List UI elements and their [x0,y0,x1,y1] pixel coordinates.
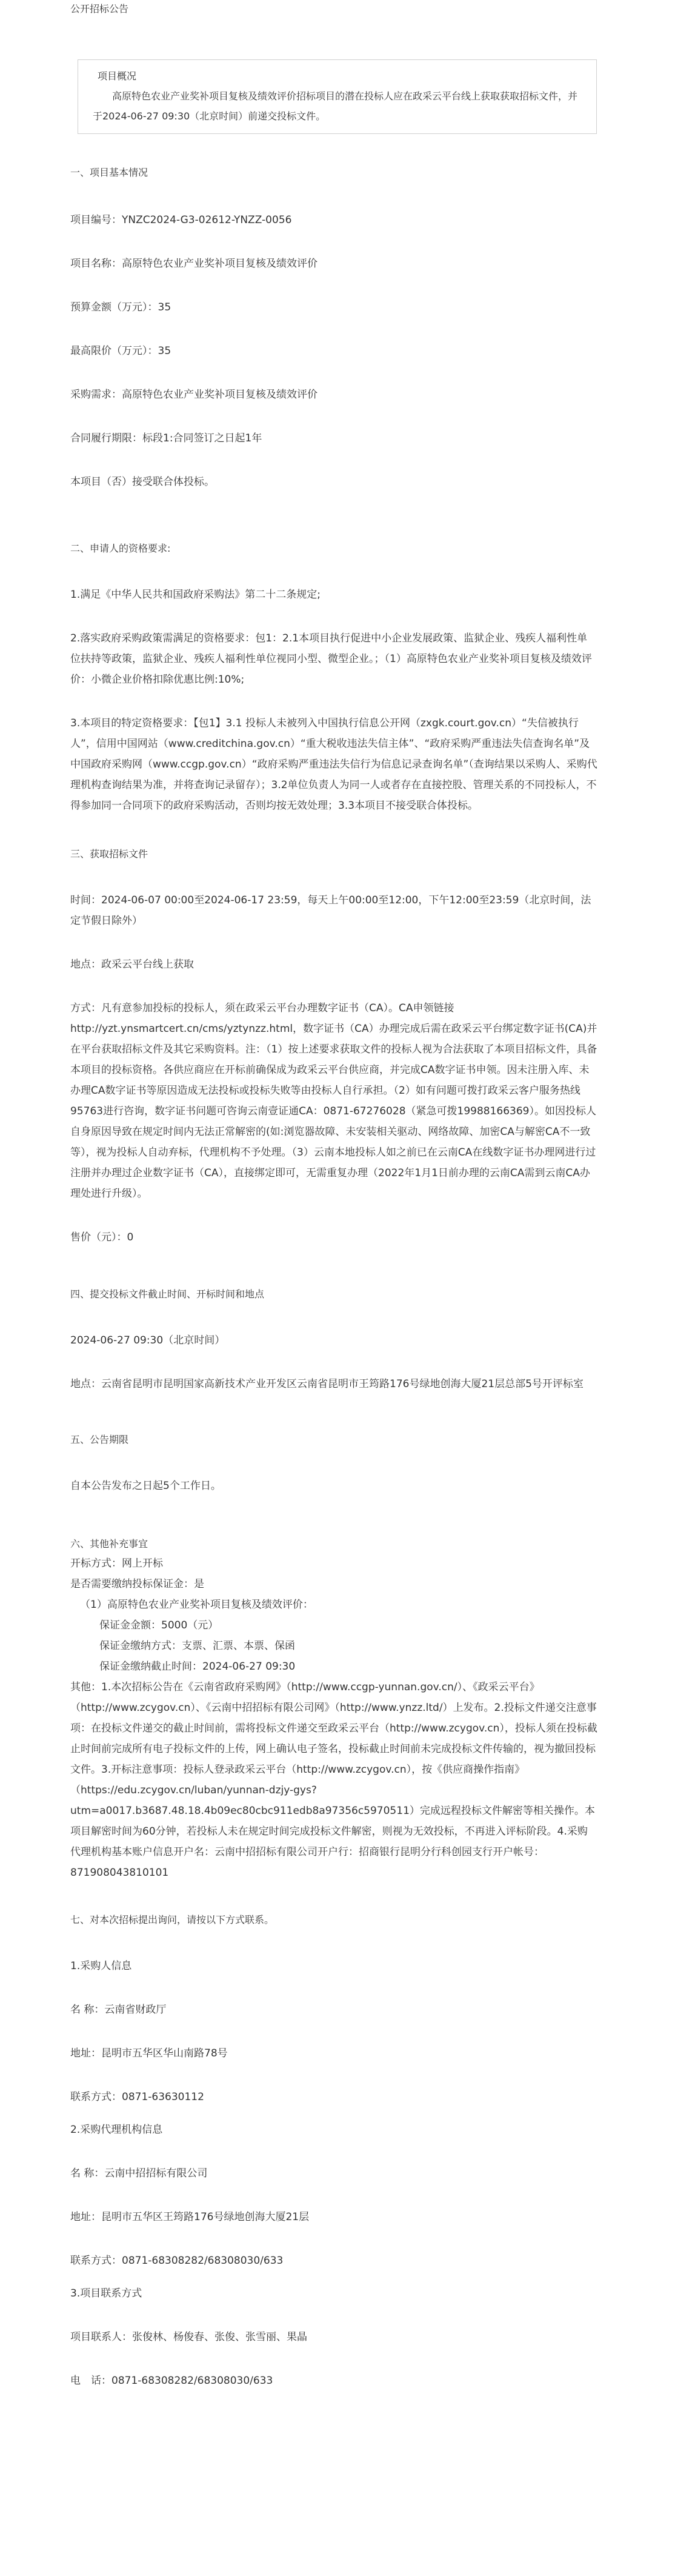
submission-deadline: 2024-06-27 09:30（北京时间） [70,1334,225,1347]
overview-text: 高原特色农业产业奖补项目复核及绩效评价招标项目的潜在投标人应在政采云平台线上获取获取招标文件，并于2024-06-27 09:30（北京时间）前递交投标文件。 [93,90,578,122]
purchaser-heading: 1.采购人信息 [70,1960,132,1972]
section-title-deadline: 四、提交投标文件截止时间、开标时间和地点 [70,1288,265,1300]
section-title-qualifications: 二、申请人的资格要求: [70,543,171,554]
budget-amount: 预算金额（万元）：35 [70,301,171,313]
project-contact-person: 项目联系人：张俊林、杨俊春、张俊、张雪丽、果晶 [70,2331,307,2343]
page-title: 公开招标公告 [70,3,129,15]
announcement-content [70,164,597,2391]
qualification-req-1: 1.满足《中华人民共和国政府采购法》第二十二条规定; [70,589,321,601]
project-contact-phone: 电 话：0871-68308282/68308030/633 [70,2375,273,2387]
deposit-method: 保证金缴纳方式：支票、汇票、本票、保函 [99,1640,295,1652]
deposit-required: 是否需要缴纳投标保证金：是 [70,1578,204,1590]
section-title-supplementary: 六、其他补充事宜 [70,1538,148,1550]
qualification-req-3: 3.本项目的特定资格要求：【包1】3.1 投标人未被列入中国执行信息公开网（zxgk.court.gov.cn）“失信被执行人”，信用中国网站（www.creditchina.gov.cn）“重大税收违法失信主体”、“政府采购严重违法失信查询名单”及中国政府采购网（www.ccgp.gov.cn）“政府采购严重违法失信行为信息记录查询名单”（查询结果以采购人、采购代理机构查询结果为准，并将查询记录留存）；3.2单位负责人为同一人或者存在直接控股、管理关系的不同投标人，不得参加同一合同项下的政府采购活动，否则均按无效处理；3.3本项目不接受联合体投标。 [70,717,597,812]
contract-period: 合同履行期限：标段1:合同签订之日起1年 [70,432,262,444]
procurement-demand: 采购需求：高原特色农业产业奖补项目复核及绩效评价 [70,389,318,401]
purchaser-address: 地址：昆明市五华区华山南路78号 [70,2047,228,2059]
deposit-deadline: 保证金缴纳截止时间：2024-06-27 09:30 [99,1661,296,1673]
agency-name: 名 称：云南中招招标有限公司 [70,2167,208,2180]
obtain-place: 地点：政采云平台线上获取 [70,958,194,971]
section-title-basic-info: 一、项目基本情况 [70,167,148,178]
section-title-notice-period: 五、公告期限 [70,1434,129,1445]
obtain-method: 方式：凡有意参加投标的投标人，须在政采云平台办理数字证书（CA）。CA申领链接http://yzt.ynsmartcert.cn/cms/yztynzz.html，数字证书（CA）办理完成后需在政采云平台绑定数字证书(CA)并在平台获取招标文件及其它采购资料。注：（1）按上述要求获取文件的投标人视为合法获取了本项目招标文件，具备本项目的投标资格。各供应商应在开标前确保成为政采云平台供应商，并完成CA数字证书申领。因未注册入库、未办理CA数字证书等原因造成无法投标或投标失败等由投标人自行承担。（2）如有问题可拨打政采云客户服务热线95763进行咨询，数字证书问题可咨询云南壹证通CA：0871-67276028（紧急可拨19988166369）。如因投标人自身原因导致在规定时间内无法正常解密的(如:浏览器故障、未安装相关驱动、网络故障、加密CA与解密CA不一致等），视为投标人自动弃标，代理机构不予处理。（3）云南本地投标人如之前已在云南CA在线数字证书办理网进行过注册并办理过企业数字证书（CA），直接绑定即可，无需重复办理（2022年1月1日前办理的云南CA需到云南CA办理处进行升级）。 [70,1002,597,1200]
section-title-contact: 七、对本次招标提出询问，请按以下方式联系。 [70,1914,274,1925]
purchaser-contact: 联系方式：0871-63630112 [70,2091,204,2103]
project-name: 项目名称：高原特色农业产业奖补项目复核及绩效评价 [70,258,318,270]
document-price: 售价（元）：0 [70,1231,134,1243]
project-overview-box [78,59,597,134]
agency-contact: 联系方式：0871-68308282/68308030/633 [70,2255,284,2267]
deposit-item: （1）高原特色农业产业奖补项目复核及绩效评价： [80,1599,313,1611]
overview-title: 项目概况 [98,70,137,82]
purchaser-name: 名 称：云南省财政厅 [70,2004,167,2016]
obtain-time: 时间：2024-06-07 00:00至2024-06-17 23:59，每天上午00:00至12:00，下午12:00至23:59（北京时间，法定节假日除外） [70,894,591,927]
qualification-req-2: 2.落实政府采购政策需满足的资格要求：包1：2.1本项目执行促进中小企业发展政策、监狱企业、残疾人福利性单位扶持等政策，监狱企业、残疾人福利性单位视同小型、微型企业。；（1）高原特色农业产业奖补项目复核及绩效评价：小微企业价格扣除优惠比例:10%; [70,632,592,686]
agency-heading: 2.采购代理机构信息 [70,2124,163,2136]
opening-place: 地点：云南省昆明市昆明国家高新技术产业开发区云南省昆明市王筠路176号绿地创海大厦21层总部5号开评标室 [70,1378,584,1390]
project-contact-heading: 3.项目联系方式 [70,2287,142,2300]
max-price: 最高限价（万元）：35 [70,345,171,357]
other-notes: 其他：1.本次招标公告在《云南省政府采购网》（http://www.ccgp-yunnan.gov.cn/）、《政采云平台》（http://www.zcygov.cn）、《云南中招招标有限公司网》（http://www.ynzz.ltd/）上发布。2.投标文件递交注意事项：在投标文件递交的截止时间前，需将投标文件递交至政采云平台（http://www.zcygov.cn），投标人须在投标截止时间前完成所有电子投标文件的上传，网上确认电子签名，投标截止时间前未完成投标文件传输的，视为撤回投标文件。3.开标注意事项：投标人登录政采云平台（http://www.zcygov.cn），按《供应商操作指南》（https://edu.zcygov.cn/luban/yunnan-dzjy-gys?utm=a0017.b3687.48.18.4b09ec80cbc911edb8a97356c5970511）完成远程投标文件解密等相关操作。本项目解密时间为60分钟，若投标人未在规定时间完成投标文件解密，则视为无效投标，不再进入评标阶段。4.采购代理机构基本账户信息开户名：云南中招招标有限公司开户行：招商银行昆明分行科创园支行开户帐号：871908043810101 [70,1681,597,1879]
deposit-amount: 保证金金额：5000（元） [99,1619,219,1631]
agency-address: 地址：昆明市五华区王筠路176号绿地创海大厦21层 [70,2211,310,2223]
project-number: 项目编号：YNZC2024-G3-02612-YNZZ-0056 [70,214,292,226]
opening-method: 开标方式：网上开标 [70,1557,163,1570]
section-title-obtain-docs: 三、获取招标文件 [70,848,148,860]
notice-period: 自本公告发布之日起5个工作日。 [70,1480,221,1492]
consortium-note: 本项目（否）接受联合体投标。 [70,476,214,488]
